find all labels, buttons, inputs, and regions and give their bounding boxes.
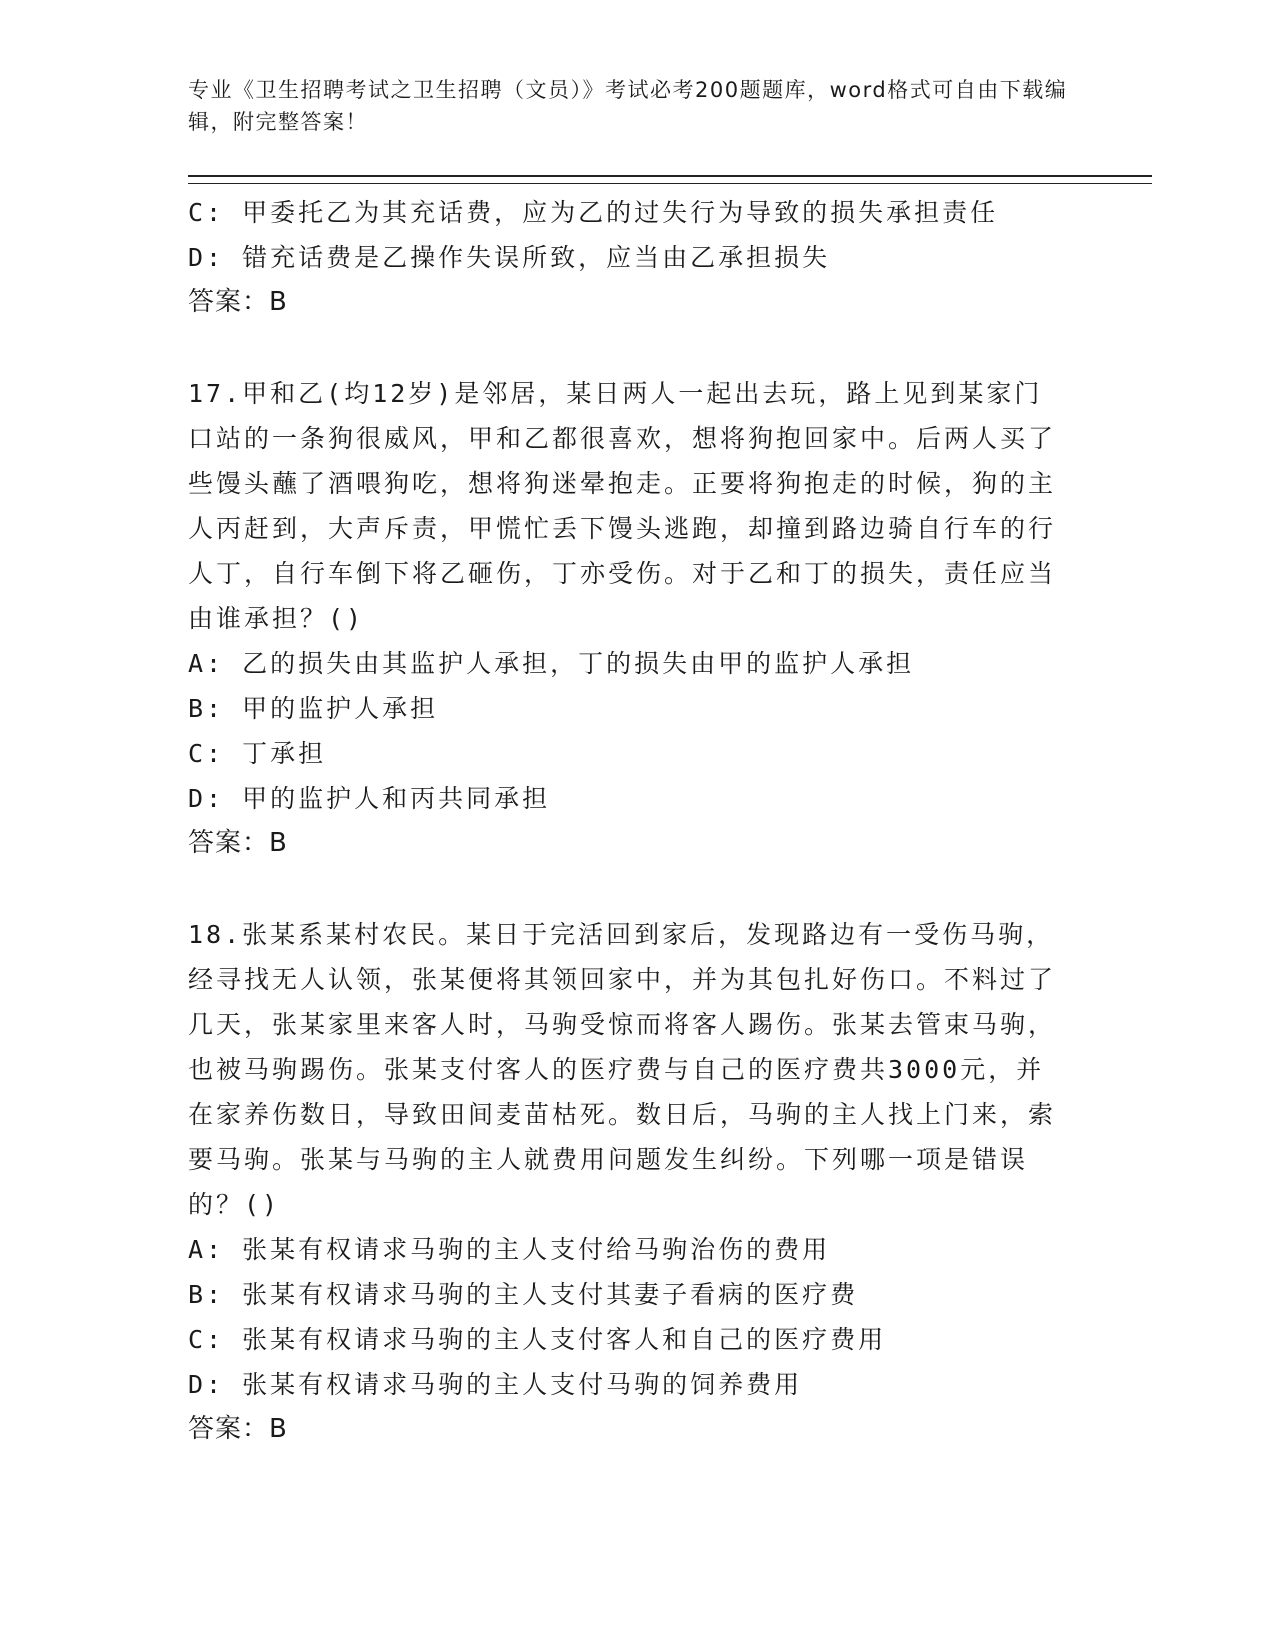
option-a: A: 张某有权请求马驹的主人支付给马驹治伤的费用: [188, 1235, 831, 1264]
option-d: D: 甲的监护人和丙共同承担: [188, 784, 551, 813]
document-body: [188, 190, 1088, 1452]
question-18: [188, 912, 1088, 1452]
option-d: D: 错充话费是乙操作失误所致，应当由乙承担损失: [188, 243, 831, 272]
answer-line: 答案：B: [188, 828, 288, 858]
question-16-tail: [188, 190, 1088, 325]
header-divider-thin: [188, 183, 1152, 184]
question-stem: 17.甲和乙(均12岁)是邻居，某日两人一起出去玩，路上见到某家门口站的一条狗很威风，甲和乙都很喜欢，想将狗抱回家中。后两人买了些馒头蘸了酒喂狗吃，想将狗迷晕抱走。正要将狗抱走的时候，狗的主人丙赶到，大声斥责，甲慌忙丢下馒头逃跑，却撞到路边骑自行车的行人丁，自行车倒下将乙砸伤，丁亦受伤。对于乙和丁的损失，责任应当由谁承担？(): [188, 379, 1057, 633]
option-a: A: 乙的损失由其监护人承担，丁的损失由甲的监护人承担: [188, 649, 915, 678]
spacer: [188, 325, 1088, 371]
option-c: C: 张某有权请求马驹的主人支付客人和自己的医疗费用: [188, 1325, 887, 1354]
option-c: C: 丁承担: [188, 739, 327, 768]
document-header: 专业《卫生招聘考试之卫生招聘（文员）》考试必考200题题库，word格式可自由下载编辑，附完整答案！: [188, 78, 1068, 134]
option-d: D: 张某有权请求马驹的主人支付马驹的饲养费用: [188, 1370, 803, 1399]
spacer: [188, 866, 1088, 912]
option-c: C: 甲委托乙为其充话费，应为乙的过失行为导致的损失承担责任: [188, 198, 999, 227]
question-stem: 18.张某系某村农民。某日于完活回到家后，发现路边有一受伤马驹，经寻找无人认领，张某便将其领回家中，并为其包扎好伤口。不料过了几天，张某家里来客人时，马驹受惊而将客人踢伤。张某去管束马驹，也被马驹踢伤。张某支付客人的医疗费与自己的医疗费共3000元，并在家养伤数日，导致田间麦苗枯死。数日后，马驹的主人找上门来，索要马驹。张某与马驹的主人就费用问题发生纠纷。下列哪一项是错误的？(): [188, 920, 1057, 1219]
option-b: B: 张某有权请求马驹的主人支付其妻子看病的医疗费: [188, 1280, 859, 1309]
answer-line: 答案：B: [188, 1414, 288, 1444]
header-divider-thick: [188, 175, 1152, 177]
option-b: B: 甲的监护人承担: [188, 694, 439, 723]
question-17: [188, 371, 1088, 866]
answer-line: 答案：B: [188, 287, 288, 317]
